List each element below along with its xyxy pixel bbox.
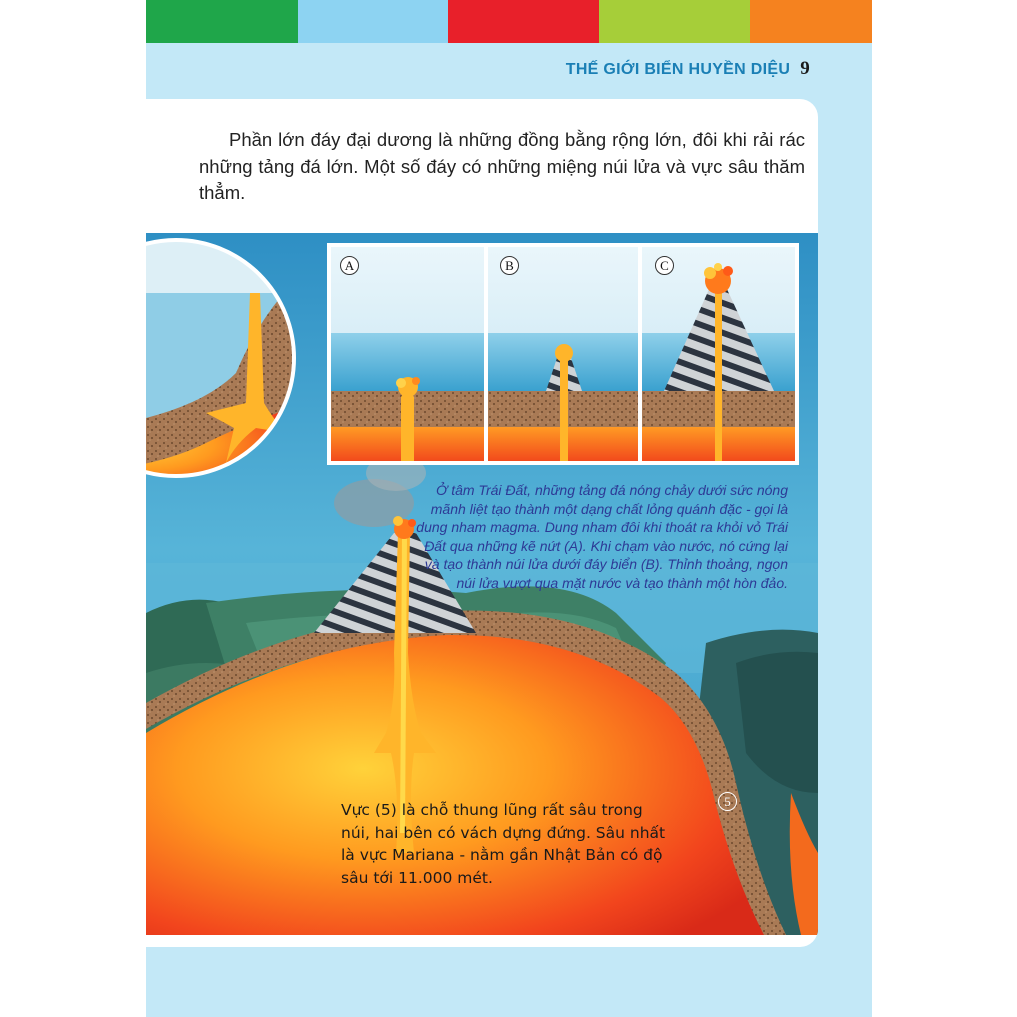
book-page	[146, 0, 872, 1017]
color-strip-red	[448, 0, 599, 43]
trench-marker: 5	[718, 792, 737, 811]
color-strip-lightblue	[298, 0, 448, 43]
running-header	[566, 58, 810, 80]
panel-label-c: C	[655, 256, 674, 275]
intro-paragraph: Phần lớn đáy đại dương là những đồng bằng rộng lớn, đôi khi rải rác những tảng đá lớn. Một số đáy có những miệng núi lửa và vực sâu thăm thẳm.	[199, 129, 805, 203]
magma-caption: Ở tâm Trái Đất, những tảng đá nóng chảy dưới sức nóng mãnh liệt tạo thành một dạng chất lỏng quánh đặc - gọi là dung nham magma. Dung nham đôi khi thoát ra khỏi vỏ Trái Đất qua những kẽ nứt (A). Khi chạm vào nước, nó cứng lại và tạo thành núi lửa dưới đáy biển (B). Thỉnh thoảng, ngọn núi lửa vượt qua mặt nước và tạo thành một hòn đảo.	[416, 482, 788, 591]
panel-label-a: A	[340, 256, 359, 275]
color-strip-green	[146, 0, 298, 43]
color-strip-orange	[750, 0, 872, 43]
content-card	[146, 99, 818, 947]
panel-label-b: B	[500, 256, 519, 275]
page-number: 9	[800, 58, 810, 79]
book-title: THẾ GIỚI BIỂN HUYỀN DIỆU	[565, 61, 791, 78]
trench-note: Vực (5) là chỗ thung lũng rất sâu trong núi, hai bên có vách dựng đứng. Sâu nhất là vực Mariana - nằm gần Nhật Bản có độ sâu tới 11.000 mét.	[341, 801, 666, 887]
color-strip-lime	[599, 0, 750, 43]
